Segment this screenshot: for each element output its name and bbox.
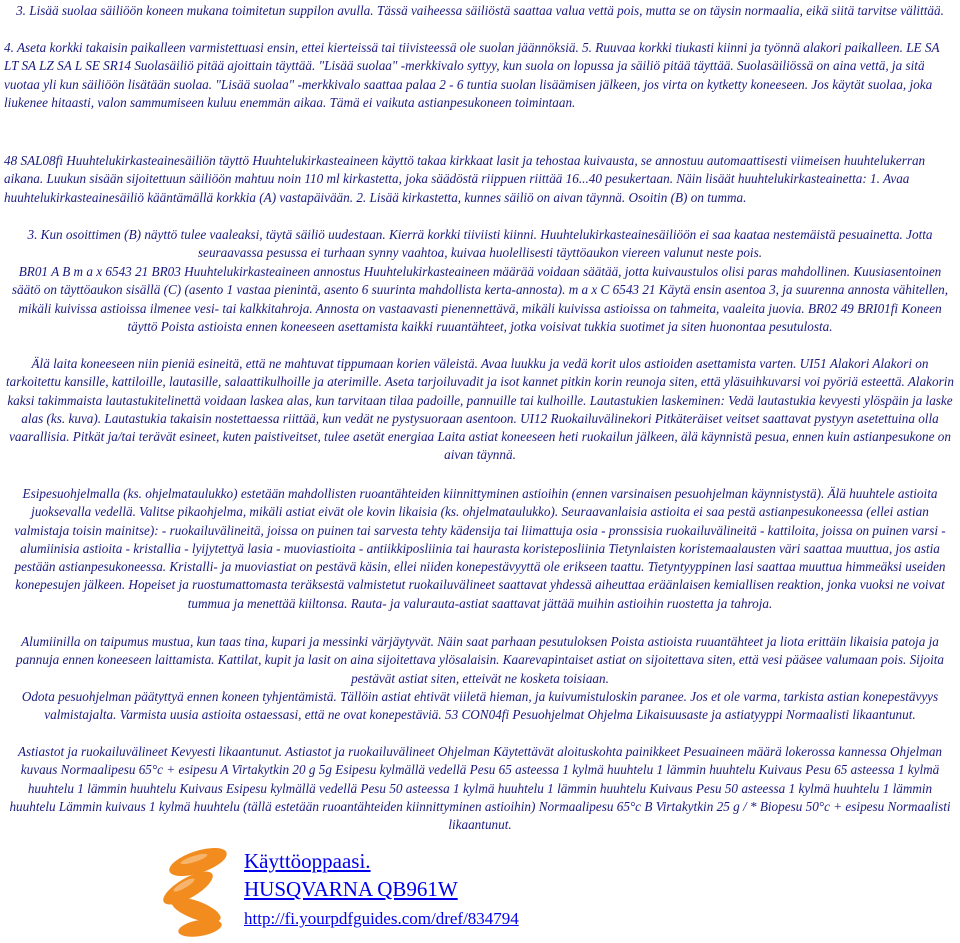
paragraph-rinse-aid-dosage: BR01 A B m a x 6543 21 BR03 Huuhtelukirkasteaineen annostus Huuhtelukirkasteaineen määrää voidaan säätää, jotta kuivaustulos olisi paras mahdollinen. Kuusiasentoinen säätö on täyttöaukon sisällä (C) (asento 1 vastaa pienintä, asento 6 suurinta mahdollista kerta-annosta). m a x C 6543 21 Käytä ensin asentoa 3, ja suurenna annosta vähitellen, mikäli kuivissa astioissa ilmenee vesi- tai kalkkitahroja. Annosta on vastaavasti pienennettävä, mikäli kuivissa astioissa on tahmeita, vaaleita juovia. BR02 49 BRI01fi Koneen täyttö Poista astioista ennen koneeseen asettamista kaikki ruuantähteet, jotka voisivat tukkia suotimet ja siten huonontaa pesutulosta. [11,264,949,334]
manual-title-link[interactable]: Käyttöoppaasi. [244,849,371,873]
paragraph-prewash-items: Esipesuohjelmalla (ks. ohjelmataulukko) estetään mahdollisten ruoantähteiden kiinnittyminen astioihin (ennen varsinaisen pesuohjelman käynnistystä). Älä huuhtele astioita juoksevalla vedellä. Valitse pikaohjelma, mikäli astiat eivät ole kovin likaisia (ks. ohjelmataulukko). Seuraavanlaisia astioita ei saa pestä astianpesukoneessa (ellei astian valmistaja toisin mainitse): - ruokailuvälineitä, joissa on puinen tai sarvesta tehty kädensija tai liimattuja osia - pronssisia ruokailuvälineitä - kattiloita, joissa on puinen varsi - alumiinisia astioita - kristallia - lyijytettyä lasia - muoviastioita - antiikkiposliinia tai haurasta koristeposliinia Tietynlaisten koristemaalausten väri saattaa muuttua, jos astia pestään astianpesukoneessa. Kristalli- ja muoviastiat on pestävä käsin, ellei niiden konepestävyyttä ole erikseen taattu. Tietyntyyppinen lasi saattaa muuttua himmeäksi useiden konepesujen jälkeen. Hopeiset ja ruostumattomasta teräksestä valmistetut ruokailuvälineet saattavat yhdessä aiheuttaa eräänlaisen kemiallisen reaktion, jonka vuoksi ne voivat tummua ja menettää kiiltonsa. Rauta- ja valurauta-astiat saattavat jättää muihin astioihin ruostetta ja tahroja. [14,486,946,611]
paragraph-salt-step-3: 3. Lisää suolaa säiliöön koneen mukana toimitetun suppilon avulla. Tässä vaiheessa säiliöstä saattaa valua vettä pois, mutta se on täysin normaalia, eikä siitä tarvitse välittää. [16,3,944,18]
footer-links [244,848,519,932]
paragraph-best-results: Alumiinilla on taipumus mustua, kun taas tina, kupari ja messinki värjäytyvät. Näin saat parhaan pesutuloksen Poista astioista ruuantähteet ja liota erittäin likaisia patoja ja pannuja ennen koneeseen laittamista. Kattilat, kupit ja lasit on aina sijoitettava ylösalaisin. Kaarevapintaiset astiat on sijoitettava siten, että vesi pääsee valumaan pois. Sijoita pestävät astiat siten, etteivät ne kosketa toisiaan. [15,634,945,686]
paragraph-rinse-aid-refill: 3. Kun osoittimen (B) näyttö tulee vaaleaksi, täytä säiliö uudestaan. Kierrä korkki tiiviisti kiinni. Huuhtelukirkasteainesäiliöön ei saa kaataa nestemäistä pesuainetta. Jotta seuraavassa pesussa ei turhaan synny vaahtoa, kuivaa huolellisesti täyttöaukon viereen valunut neste pois. [27,227,933,261]
source-url-link[interactable]: http://fi.yourpdfguides.com/dref/834794 [244,909,519,928]
paragraph-program-table: Astiastot ja ruokailuvälineet Kevyesti likaantunut. Astiastot ja ruokailuvälineet Ohjelman Käytettävät aloituskohta painikkeet Pesuaineen määrä lokerossa kannessa Ohjelman kuvaus Normaalipesu 65°c + esipesu A Virtakytkin 20 g 5g Esipesu kylmällä vedellä Pesu 65 asteessa 1 kylmä huuhtelu 1 lämmin huuhtelu Kuivaus Pesu 65 asteessa 1 kylmä huuhtelu 1 lämmin huuhtelu Kuivaus Esipesu kylmällä vedellä Pesu 50 asteessa 1 kylmä huuhtelu 1 lämmin huuhtelu Kuivaus Pesu 50 asteessa 1 kylmä huuhtelu 1 lämmin huuhtelu Lämmin kuivaus 1 kylmä huuhtelu (tällä estetään ruoantähteiden kiinnittyminen astioihin) Normaalipesu 65°c B Virtakytkin 25 g / * Biopesu 50°c + esipesu Normaalisti likaantunut. [9,744,951,833]
paragraph-rinse-aid-filling: 48 SAL08fi Huuhtelukirkasteainesäiliön täyttö Huuhtelukirkasteaineen käyttö takaa kirkkaat lasit ja tehostaa kuivausta, se annostuu automaattisesti viimeisen huuhtelukerran aikana. Luukun sisään sijoitettuun säiliöön mahtuu noin 110 ml kirkastetta, joka säädöstä riippuen riittää 16...40 pesukertaan. Näin lisäät huuhtelukirkasteainetta: 1. Avaa huuhtelukirkasteainesäiliö kääntämällä korkkia (A) vastapäivään. 2. Lisää kirkastetta, kunnes säiliö on aivan täynnä. Osoitin (B) on tumma. [4,153,926,205]
paragraph-loading-baskets: Älä laita koneeseen niin pieniä esineitä, että ne mahtuvat tippumaan korien väleistä. Avaa luukku ja vedä korit ulos astioiden asettamista varten. UI51 Alakori Alakori on tarkoitettu kansille, kattiloille, lautasille, salaattikulhoille ja aterimille. Aseta tarjoiluvadit ja isot kannet pitkin korin reunoja siten, että yläsuihkuvarsi voi pyöriä esteettä. Alakorin kaksi takimmaista lautastukitelinettä voidaan laskea alas, kun tarvitaan tilaa padoille, pannuille tai kulhoille. Lautastukien laskeminen: Vedä lautastukia kevyesti ylöspäin ja laske alas (ks. kuva). Lautastukia takaisin nostettaessa riittää, kun vedät ne pystysuoraan asentoon. UI12 Ruokailuvälinekori Pitkäteräiset veitset saattavat pystyyn asetettuina olla vaarallisia. Pitkät ja/tai terävät esineet, kuten paistiveitset, tulee asetät energiaa Laita astiat koneeseen heti ruokailun jälkeen, älä käynnistä pesua, ennen kuin astianpesukone on aivan täynnä. [5,356,955,463]
model-link[interactable]: HUSQVARNA QB961W [244,877,458,901]
paragraph-salt-steps-4-5: 4. Aseta korkki takaisin paikalleen varmistettuasi ensin, ettei kierteissä tai tiivisteessä ole suolan jäännöksiä. 5. Ruuvaa korkki tiukasti kiinni ja työnnä alakori paikalleen. LE SA LT SA LZ SA L SE SR14 Suolasäiliö pitää ajoittain täyttää. "Lisää suolaa" -merkkivalo syttyy, kun suola on lopussa ja säiliö pitää täyttää. Suolasäiliössä on aina vettä, ja sitä vuotaa yli kun säiliöön lisätään suolaa. "Lisää suolaa" -merkkivalo saattaa palaa 2 - 6 tuntia suolan lisäämisen jälkeen, jos virta on kytketty koneeseen. Jos käytät suolaa, joka liukenee hitaasti, valon sammumiseen kuluu enemmän aikaa. Tämä ei vaikuta astianpesukoneen toimintaan. [4,40,940,110]
pdfguides-logo-icon [158,844,236,939]
footer [158,844,948,939]
paragraph-unloading-programs: Odota pesuohjelman päätyttyä ennen koneen tyhjentämistä. Tällöin astiat ehtivät viiletä hieman, ja kuivumistuloskin paranee. Jos et ole varma, tarkista astian konepestävyys valmistajalta. Varmista uusia astioita ostaessasi, että ne ovat konepestäviä. 53 CON04fi Pesuohjelmat Ohjelma Likaisuusaste ja astiatyyppi Normaalisti likaantunut. [21,689,939,723]
